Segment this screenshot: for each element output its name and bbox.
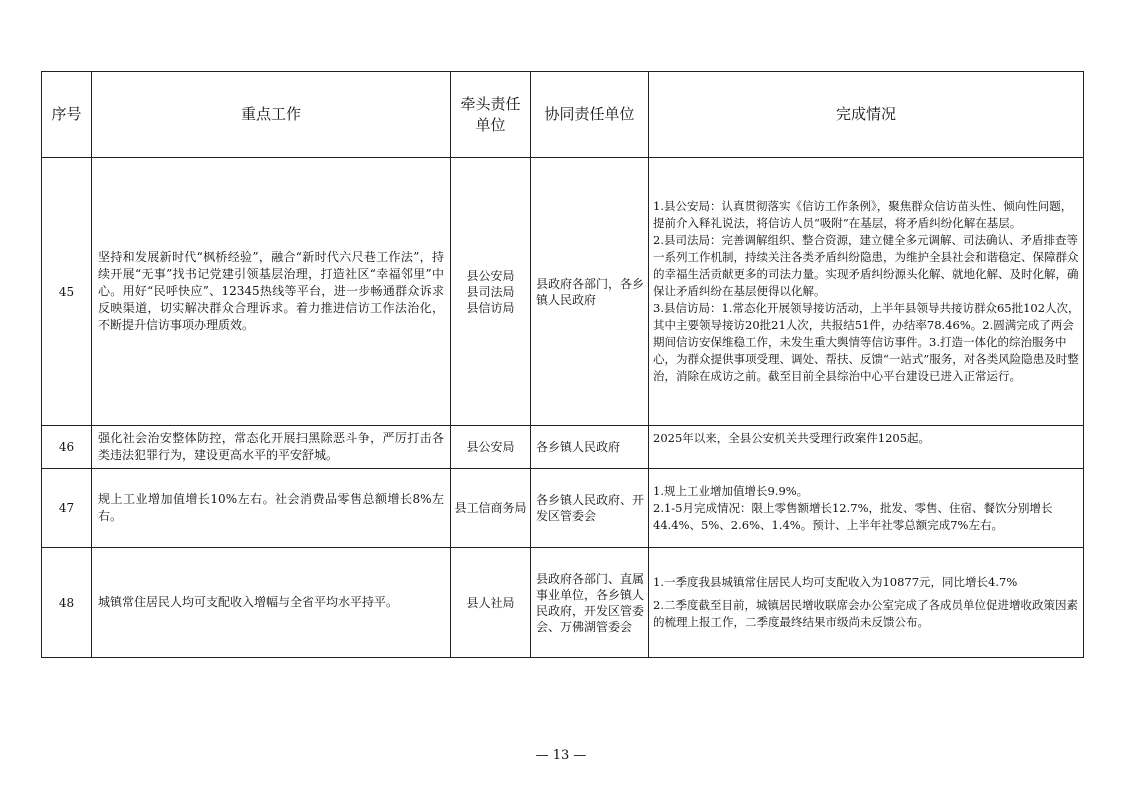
lead-unit-cell: 县公安局 (451, 426, 531, 469)
coop-unit-cell: 县政府各部门、直属事业单位，各乡镇人民政府，开发区管委会、万佛湖管委会 (531, 548, 649, 658)
lead-unit-cell: 县人社局 (451, 548, 531, 658)
table-row (42, 469, 1084, 548)
row-number: 46 (42, 426, 92, 469)
lead-unit-cell: 县公安局 县司法局 县信访局 (451, 158, 531, 426)
coop-unit-cell: 县政府各部门，各乡镇人民政府 (531, 158, 649, 426)
status-item: 1.一季度我县城镇常住居民人均可支配收入为10877元，同比增长4.7% (653, 575, 1018, 589)
coop-unit-cell: 各乡镇人民政府、开发区管委会 (531, 469, 649, 548)
lead-unit-cell: 县工信商务局 (451, 469, 531, 548)
status-item: 1.规上工业增加值增长9.9%。 (653, 483, 809, 498)
status-cell (649, 426, 1084, 469)
task-table (41, 71, 1084, 658)
page-number: — 13 — (535, 748, 587, 763)
header-no: 序号 (42, 72, 92, 158)
status-item: 2.1-5月完成情况：限上零售额增长12.7%，批发、零售、住宿、餐饮分别增长44.4%、5%、2.6%、1.4%。预计、上半年社零总额完成7%左右。 (653, 500, 1053, 532)
status-item: 2025年以来，全县公安机关共受理行政案件1205起。 (653, 431, 931, 445)
status-item: 3.县信访局：1.常态化开展领导接访活动，上半年县领导共接访群众65批102人次，其中主要领导接访20批21人次，共报结51件，办结率78.46%。2.圆满完成了两会期间信访安保维稳工作，未发生重大舆情等信访事件。3.打造一体化的综治服务中心，为群众提供事项受理、调处、帮扶、反馈“一站式”服务，对各类风险隐患及时整治，消除在成访之前。截至目前全县综治中心平台建设已进入正常运行。 (653, 301, 1080, 383)
key-work-cell: 规上工业增加值增长10%左右。社会消费品零售总额增长8%左右。 (92, 469, 451, 548)
key-work-cell: 城镇常住居民人均可支配收入增幅与全省平均水平持平。 (92, 548, 451, 658)
status-item: 1.县公安局：认真贯彻落实《信访工作条例》，聚焦群众信访苗头性、倾向性问题，提前介入释礼说法，将信访人员“吸附”在基层，将矛盾纠纷化解在基层。 (653, 199, 1073, 230)
header-coop: 协同责任单位 (531, 72, 649, 158)
status-item: 2.县司法局：完善调解组织、整合资源，建立健全多元调解、司法确认、矛盾排查等一系列工作机制，持续关注各类矛盾纠纷隐患，为维护全县社会和谐稳定、保障群众的幸福生活贡献更多的司法力量。实现矛盾纠纷源头化解、就地化解、及时化解，确保让矛盾纠纷在基层便得以化解。 (653, 233, 1079, 298)
status-cell (649, 548, 1084, 658)
status-cell (649, 469, 1084, 548)
row-number: 45 (42, 158, 92, 426)
status-cell (649, 158, 1084, 426)
row-number: 47 (42, 469, 92, 548)
key-work-cell: 坚持和发展新时代“枫桥经验”，融合“新时代六尺巷工作法”，持续开展“无事”找书记党建引领基层治理，打造社区“幸福邻里”中心。用好“民呼快应”、12345热线等平台，进一步畅通群众诉求反映渠道，切实解决群众合理诉求。着力推进信访工作法治化，不断提升信访事项办理质效。 (92, 158, 451, 426)
key-work-cell: 强化社会治安整体防控，常态化开展扫黑除恶斗争，严厉打击各类违法犯罪行为，建设更高水平的平安舒城。 (92, 426, 451, 469)
coop-unit-cell: 各乡镇人民政府 (531, 426, 649, 469)
row-number: 48 (42, 548, 92, 658)
header-row (42, 72, 1084, 158)
table-row (42, 158, 1084, 426)
status-item: 2.二季度截至目前，城镇居民增收联席会办公室完成了各成员单位促进增收政策因素的梳理上报工作，二季度最终结果市级尚未反馈公布。 (653, 598, 1078, 629)
table-row (42, 426, 1084, 469)
table-row (42, 548, 1084, 658)
header-status: 完成情况 (649, 72, 1084, 158)
header-lead: 牵头责任 单位 (451, 72, 531, 158)
header-work: 重点工作 (92, 72, 451, 158)
